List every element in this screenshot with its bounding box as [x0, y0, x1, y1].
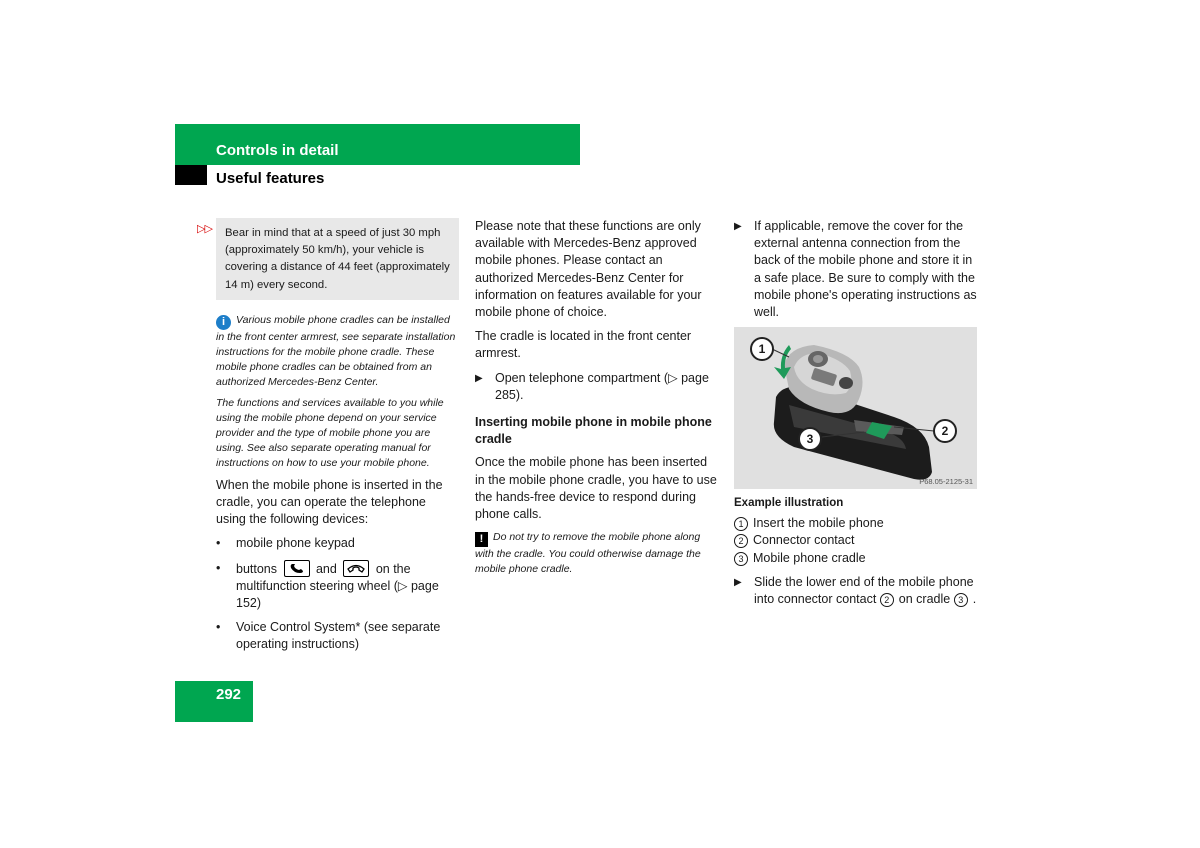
legend-number: 1 — [734, 517, 748, 531]
list-item-text: on the multifunction steering wheel (▷ page 152) — [236, 561, 439, 611]
section-title: Controls in detail — [216, 142, 339, 159]
legend-label: Connector contact — [753, 533, 855, 548]
info-note — [216, 313, 459, 390]
legend-item — [734, 515, 977, 532]
illustration-id: P68.05-2125-31 — [919, 477, 973, 487]
info-icon: i — [216, 315, 231, 330]
callout-1: 1 — [750, 337, 774, 361]
legend-number: 2 — [734, 534, 748, 548]
bullet-icon: • — [216, 620, 221, 635]
instruction-text: Slide the lower end of the mobile phone into connector contact — [754, 574, 974, 607]
column-3 — [734, 218, 977, 615]
page-number: 292 — [216, 686, 242, 703]
legend-list — [734, 515, 977, 567]
legend-item — [734, 550, 977, 567]
instruction-step — [734, 574, 977, 608]
page-number-box — [175, 681, 253, 722]
list-item-text: mobile phone keypad — [236, 536, 355, 551]
section-subtitle: Useful features — [216, 170, 325, 187]
instruction-step — [734, 218, 977, 321]
legend-label: Insert the mobile phone — [753, 516, 884, 531]
phone-hangup-key-icon — [343, 560, 369, 577]
hands-free-text: Once the mobile phone has been inserted in the mobile phone cradle, you have to use the hands-free device to respond during phone calls. — [475, 455, 717, 522]
illustration-caption: Example illustration — [734, 497, 844, 510]
list-item-text: and — [315, 561, 337, 576]
subsection-heading: Inserting mobile phone in mobile phone cradle — [475, 415, 712, 447]
arrow-icon: ▶ — [734, 221, 742, 232]
list-item-text: Voice Control System* (see separate operating instructions) — [236, 620, 441, 652]
speed-note-box: Bear in mind that at a speed of just 30 mph (approximately 50 km/h), your vehicle is covering a distance of 44 feet (approximately 14 m) every second. — [216, 218, 459, 300]
inline-callout: 3 — [954, 593, 968, 607]
bullet-icon: • — [216, 560, 221, 575]
legend-number: 3 — [734, 552, 748, 566]
cradle-location-text: The cradle is located in the front center armrest. — [475, 329, 692, 361]
arrow-icon: ▶ — [734, 576, 742, 588]
list-item — [216, 619, 459, 653]
header-marker — [175, 165, 207, 185]
column-2 — [475, 218, 718, 583]
warning-note — [475, 530, 718, 577]
instruction-step — [475, 370, 718, 404]
warning-text: Do not try to remove the mobile phone along with the cradle. You could otherwise damage the mobile phone cradle. — [475, 531, 701, 576]
arrow-icon: ▶ — [475, 372, 483, 384]
list-item-text: buttons — [236, 561, 278, 576]
inline-callout: 2 — [880, 593, 894, 607]
legend-label: Mobile phone cradle — [753, 550, 866, 565]
phone-cradle-illustration — [734, 327, 977, 489]
instruction-text: Open telephone compartment (▷ page 285). — [495, 370, 709, 402]
info-note-text: Various mobile phone cradles can be installed in the front center armrest, see separate installation instructions for the mobile phone cradle. These mobile phone cradles can be obtained from an authorized Mercedes-Benz Center. — [216, 313, 456, 388]
bullet-icon: • — [216, 536, 221, 551]
column-1 — [216, 218, 459, 661]
callout-3: 3 — [798, 427, 822, 451]
instruction-text: . — [972, 592, 977, 607]
list-item — [216, 560, 459, 613]
phone-pickup-key-icon — [284, 560, 310, 577]
legend-item — [734, 532, 977, 549]
continuation-mark: ▷▷ — [197, 223, 212, 235]
list-item — [216, 535, 459, 552]
instruction-text: If applicable, remove the cover for the external antenna connection from the back of the mobile phone and store it in a safe place. Be sure to comply with the mobile phone's operating instructions as well. — [754, 219, 977, 320]
callout-2: 2 — [933, 419, 957, 443]
instruction-text: on cradle — [898, 592, 951, 607]
devices-intro: When the mobile phone is inserted in the cradle, you can operate the telephone using the following devices: — [216, 477, 443, 527]
warning-icon: ! — [475, 532, 488, 547]
approved-phones-text: Please note that these functions are only available with Mercedes-Benz approved mobile phones. Please contact an authorized Mercedes-Benz Center for information on features available for your mobile phone of choice. — [475, 219, 702, 320]
info-note-2: The functions and services available to you while using the mobile phone depend on your service provider and the type of mobile phone you are using. See also separate operating manual for instructions on how to use your mobile phone. — [216, 396, 444, 469]
